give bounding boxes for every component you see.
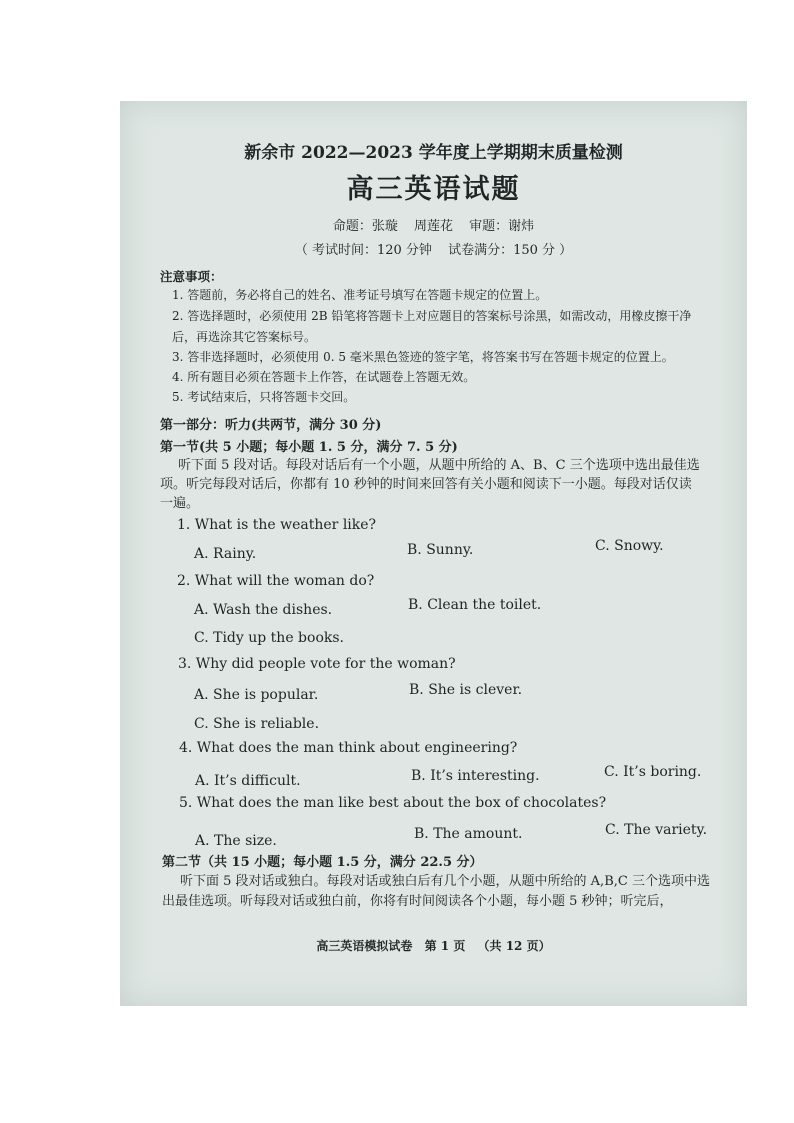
- section2-heading: 第二节（共 15 小题；每小题 1.5 分，满分 22.5 分）: [162, 855, 483, 870]
- setter-2: 周莲花: [413, 219, 453, 234]
- notice-heading: 注意事项：: [160, 269, 223, 284]
- part1-heading: 第一部分：听力(共两节，满分 30 分): [160, 418, 382, 433]
- question-1-option-b: B. Sunny.: [407, 542, 474, 558]
- footer-total-pages: （共 12 页）: [477, 939, 551, 953]
- question-5-option-c: C. The variety.: [605, 822, 708, 838]
- notice-item-5: 5. 考试结束后，只将答题卡交回。: [172, 390, 356, 404]
- section1-instructions: 听下面 5 段对话。每段对话后有一个小题，从题中所给的 A、B、C 三个选项中选出最佳选项。听完每段对话后，你都有 10 秒钟的时间来回答有关小题和阅读下一小题。每段对话仅读一遍。: [160, 458, 700, 511]
- question-1-option-c: C. Snowy.: [595, 538, 664, 554]
- question-5-option-a: A. The size.: [195, 833, 277, 849]
- exam-full-score: 试卷满分：150 分 ）: [448, 243, 573, 258]
- question-3-option-c: C. She is reliable.: [194, 716, 320, 732]
- question-4-option-a: A. It’s difficult.: [195, 773, 301, 789]
- question-3-option-a: A. She is popular.: [194, 687, 319, 703]
- question-4-option-b: B. It’s interesting.: [411, 768, 540, 784]
- reviewer: 审题：谢炜: [469, 219, 535, 234]
- notice-item-3: 3. 答非选择题时，必须使用 0. 5 毫米黑色签迹的签字笔，将答案书写在答题卡规定的位置上。: [172, 350, 674, 364]
- question-5-stem: 5. What does the man like best about the box of chocolates?: [179, 795, 607, 811]
- setter: 命题：张璇: [332, 219, 398, 234]
- exam-paper: [120, 101, 747, 1006]
- question-4-option-c: C. It’s boring.: [604, 764, 702, 780]
- question-3-stem: 3. Why did people vote for the woman?: [178, 656, 456, 672]
- page-footer: [120, 937, 747, 954]
- section2-instructions: 听下面 5 段对话或独白。每段对话或独白后有几个小题，从题中所给的 A,B,C 三个选项中选出最佳选项。听每段对话或独白前，你将有时间阅读各个小题，每小题 5 秒钟；听完后，: [162, 874, 710, 909]
- footer-page-number: 第 1 页: [424, 939, 466, 953]
- notice-item-2: 2. 答选择题时，必须使用 2B 铅笔将答题卡上对应题目的答案标号涂黑，如需改动，用橡皮擦干净后，再选涂其它答案标号。: [172, 309, 692, 344]
- question-4-stem: 4. What does the man think about engineering?: [179, 740, 518, 756]
- question-1-option-a: A. Rainy.: [194, 546, 257, 562]
- question-2-option-c: C. Tidy up the books.: [194, 630, 344, 646]
- exam-title-line: 新余市 2022—2023 学年度上学期期末质量检测: [244, 143, 623, 163]
- exam-subject-title: 高三英语试题: [346, 174, 521, 205]
- notice-item-1: 1. 答题前，务必将自己的姓名、准考证号填写在答题卡规定的位置上。: [172, 288, 548, 302]
- question-3-option-b: B. She is clever.: [409, 682, 523, 698]
- question-2-stem: 2. What will the woman do?: [177, 573, 375, 589]
- authors-line: [120, 215, 747, 234]
- section1-heading: 第一节(共 5 小题；每小题 1. 5 分，满分 7. 5 分): [160, 440, 458, 455]
- footer-paper-name: 高三英语模拟试卷: [316, 939, 413, 953]
- question-2-option-a: A. Wash the dishes.: [194, 602, 333, 618]
- question-2-option-b: B. Clean the toilet.: [408, 597, 542, 613]
- notice-item-4: 4. 所有题目必须在答题卡上作答，在试题卷上答题无效。: [172, 370, 476, 384]
- exam-duration: （ 考试时间：120 分钟: [294, 243, 432, 258]
- question-5-option-b: B. The amount.: [414, 826, 523, 842]
- question-1-stem: 1. What is the weather like?: [177, 517, 377, 533]
- exam-time-info: [120, 239, 747, 258]
